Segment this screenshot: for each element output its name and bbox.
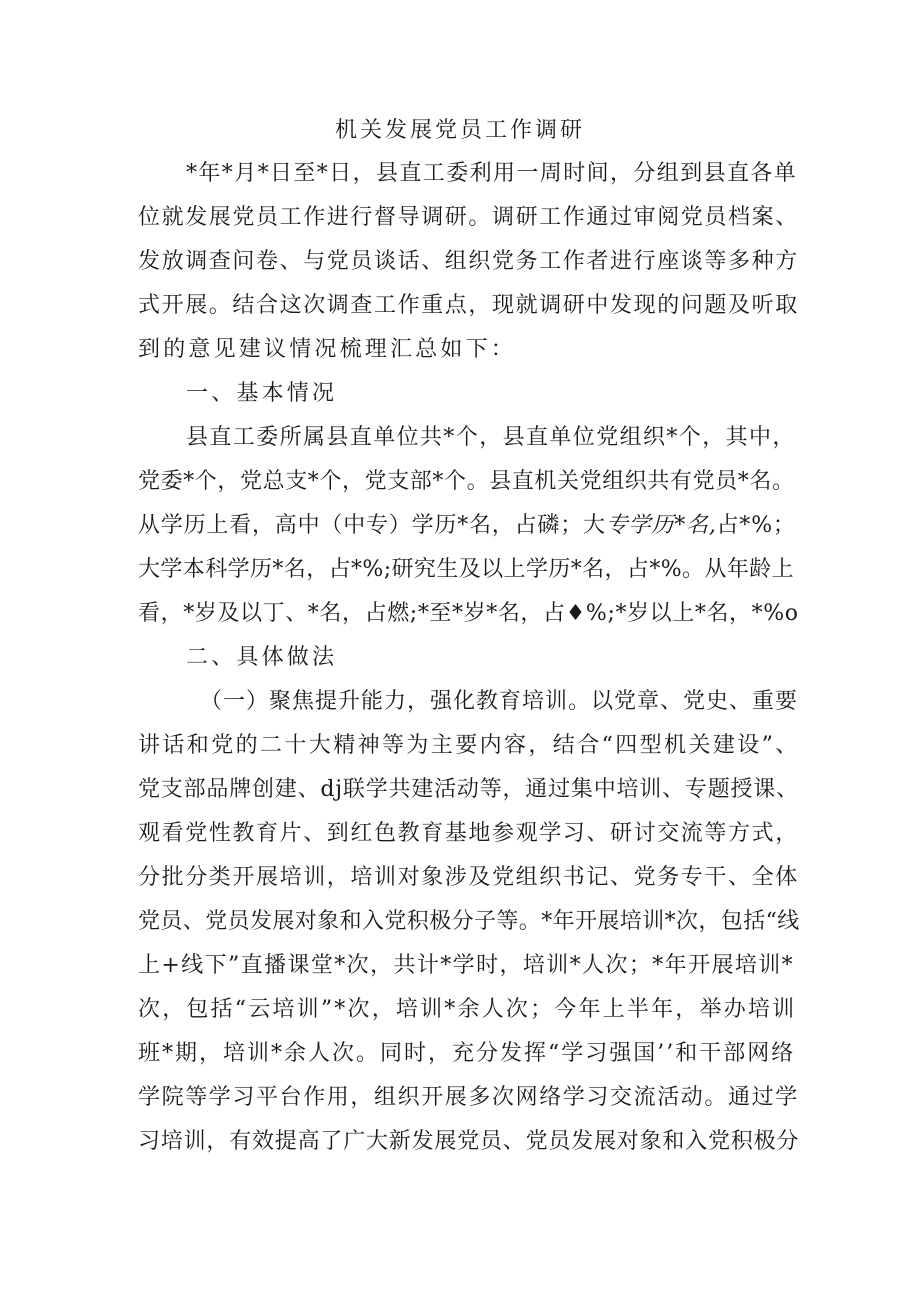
practice-line-3: 党支部品牌创建、dj联学共建活动等，通过集中培训、专题授课、 — [138, 777, 799, 802]
practice-line-6: 党员、党员发展对象和入党积极分子等。*年开展培训*次，包括“线 — [138, 909, 800, 934]
basic-line-5: 看，*岁及以丁、*名，占燃;*至*岁*名，占♦%;*岁以上*名，*%o — [138, 601, 799, 626]
intro-line-2: 位就发展党员工作进行督导调研。调研工作通过审阅党员档案、 — [138, 205, 799, 230]
practice-line-2: 讲话和党的二十大精神等为主要内容，结合“四型机关建设”、 — [138, 733, 800, 758]
practice-line-8: 次，包括“云培训”*次，培训*余人次；今年上半年，举办培训 — [138, 997, 797, 1022]
practice-line-11: 习培训，有效提高了广大新发展党员、党员发展对象和入党积极分 — [138, 1129, 800, 1154]
basic-line-3 — [138, 504, 796, 548]
practice-line-4: 观看党性教育片、到红色教育基地参观学习、研讨交流等方式， — [138, 821, 799, 846]
practice-line-1: （一）聚焦提升能力，强化教育培训。以党章、党史、重要 — [200, 689, 799, 714]
basic-line-3-normal: 从学历上看，高中（中专）学历*名，占磷；大 — [138, 513, 606, 538]
basic-line-4: 大学本科学历*名，占*%;研究生及以上学历*名，占*%。从年龄上 — [138, 557, 795, 582]
practice-line-10: 学院等学习平台作用，组织开展多次网络学习交流活动。通过学 — [138, 1085, 799, 1110]
practice-line-5: 分批分类开展培训，培训对象涉及党组织书记、党务专干、全体 — [138, 865, 799, 890]
intro-line-5: 到的意见建议情况梳理汇总如下： — [138, 337, 517, 362]
intro-line-3: 发放调查问卷、与党员谈话、组织党务工作者进行座谈等多种方 — [138, 249, 799, 274]
intro-line-4: 式开展。结合这次调查工作重点，现就调研中发现的问题及听取 — [138, 293, 799, 318]
basic-line-3-italic: 专学历*名, — [605, 513, 717, 538]
document-title: 机关发展党员工作调研 — [334, 118, 585, 143]
basic-line-3-end: 占*%； — [716, 513, 796, 538]
intro-line-1: *年*月*日至*日，县直工委利用一周时间，分组到县直各单 — [186, 161, 798, 186]
practice-line-9: 班*期，培训*余人次。同时，充分发挥“学习强国’’和干部网络 — [138, 1041, 796, 1066]
basic-line-2: 党委*个，党总支*个，党支部*个。县直机关党组织共有党员*名。 — [138, 469, 795, 494]
basic-line-1: 县直工委所属县直单位共*个，县直单位党组织*个，其中， — [186, 425, 796, 450]
section-heading-basic: 一、基本情况 — [186, 381, 338, 406]
practice-line-7: 上+线下”直播课堂*次，共计*学时，培训*人次；*年开展培训* — [138, 953, 795, 978]
section-heading-practice: 二、具体做法 — [186, 645, 338, 670]
